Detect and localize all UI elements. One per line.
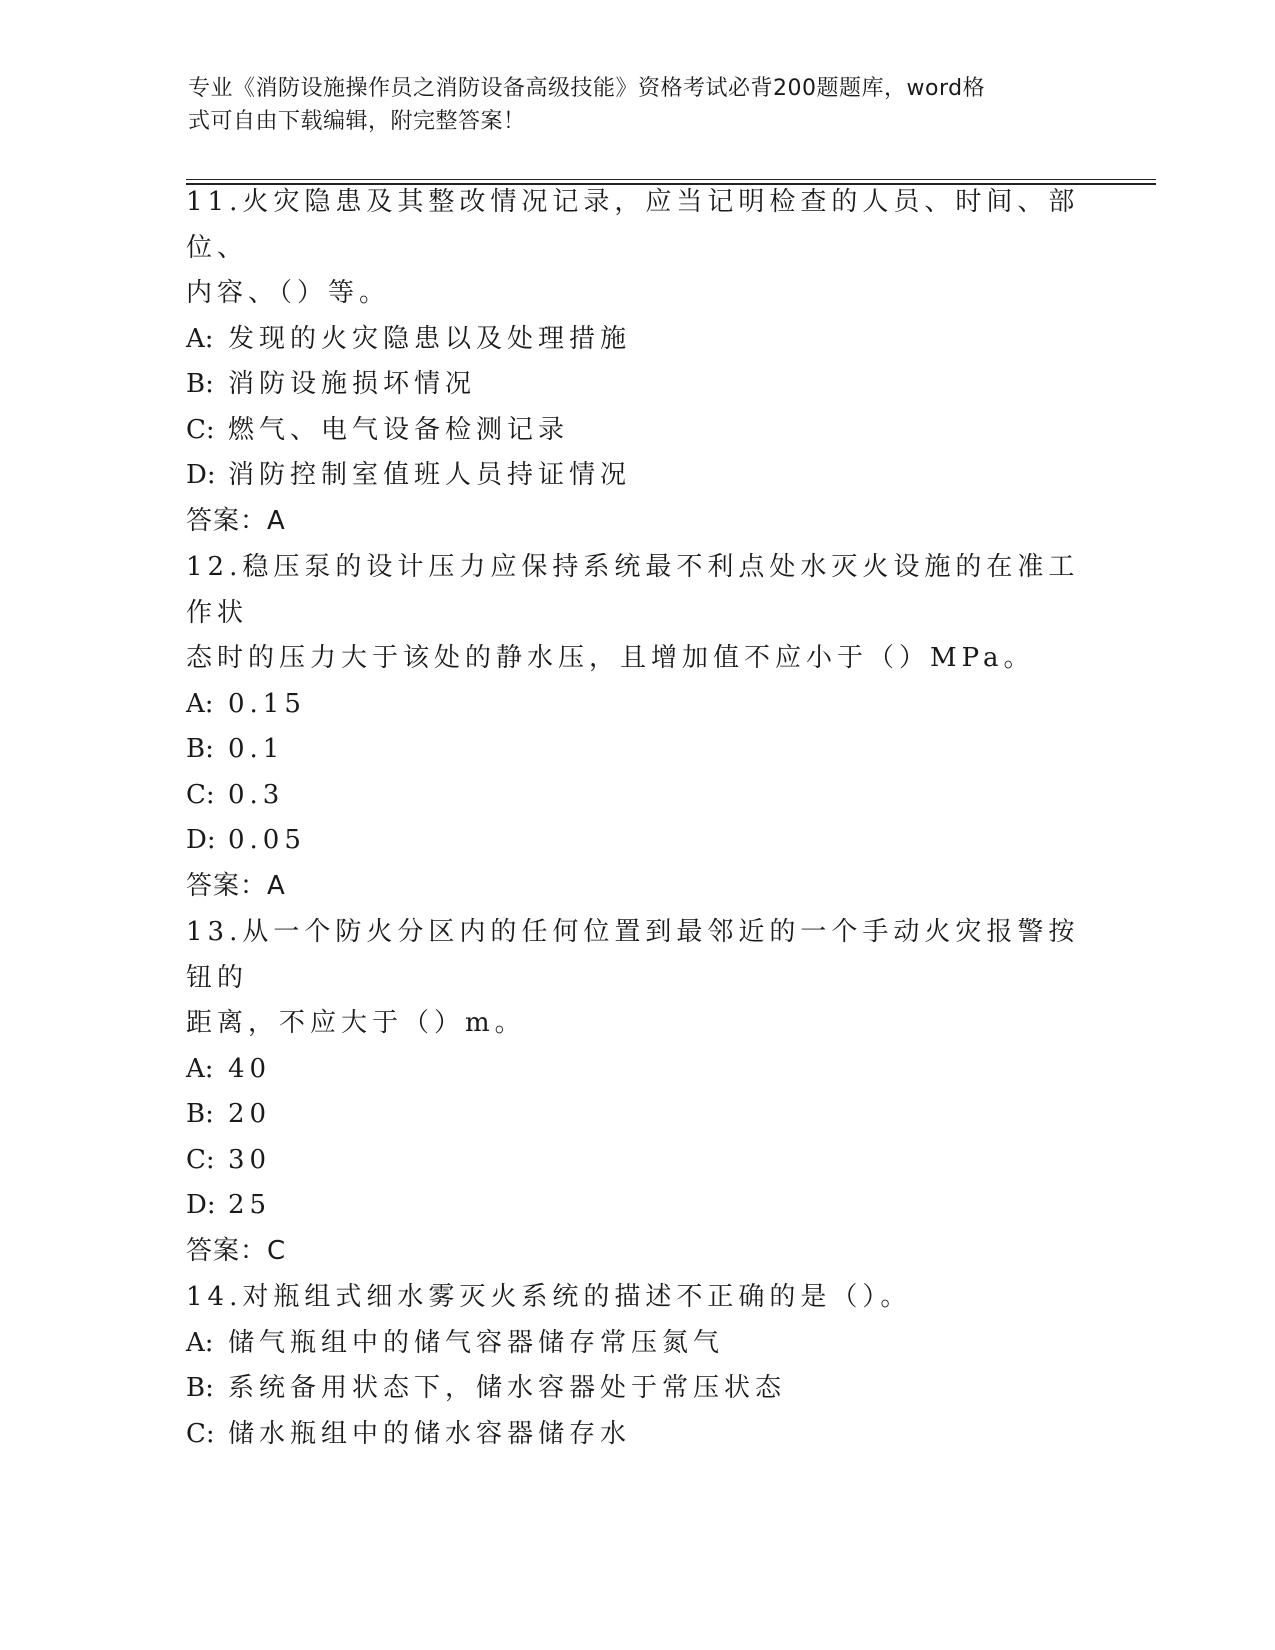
option-c [186,1412,1086,1458]
answer-label: 答案：A [186,870,286,901]
option-a [186,1047,1086,1093]
option-letter: A: [186,1053,214,1084]
question-stem-line-1: 13.从一个防火分区内的任何位置到最邻近的一个手动火灾报警按钮的 [186,917,1080,993]
question-stem [186,910,1086,1047]
question-stem-line-2: 距离，不应大于（）m。 [186,1008,526,1038]
option-d [186,818,1086,864]
question-stem-line-1: 14.对瓶组式细水雾灭火系统的描述不正确的是（）。 [186,1282,912,1312]
option-letter: A: [186,323,214,354]
option-c [186,408,1086,454]
option-text: 燃气、电气设备检测记录 [228,414,570,445]
option-letter: D: [186,1190,216,1220]
option-b [186,1092,1086,1138]
option-text: 消防设施损坏情况 [228,369,477,399]
option-b [186,362,1086,408]
question-stem-line-1: 12.稳压泵的设计压力应保持系统最不利点处水灭火设施的在准工作状 [186,552,1080,628]
option-text: 储水瓶组中的储水容器储存水 [228,1418,632,1449]
option-letter: B: [186,1373,214,1403]
question-stem [186,180,1086,317]
option-text: 30 [228,1144,272,1175]
option-b [186,727,1086,773]
question-14 [186,1275,1086,1457]
header-line-2: 式可自由下载编辑，附完整答案！ [188,109,526,134]
option-letter: D: [186,460,216,490]
option-text: 消防控制室值班人员持证情况 [228,460,632,490]
option-text: 系统备用状态下，储水容器处于常压状态 [228,1373,787,1403]
option-text: 25 [228,1190,272,1220]
option-text: 40 [228,1053,272,1084]
option-text: 储气瓶组中的储气容器储存常压氮气 [228,1327,725,1358]
option-a [186,1321,1086,1367]
header-line-1: 专业《消防设施操作员之消防设备高级技能》资格考试必背200题题库，word格 [188,76,986,101]
option-a [186,682,1086,728]
option-letter: D: [186,825,216,855]
option-text: 20 [228,1099,272,1129]
option-letter: B: [186,1099,214,1129]
option-c [186,1138,1086,1184]
option-text: 0.3 [228,779,285,810]
option-letter: C: [186,779,215,810]
answer-label: 答案：A [186,505,286,536]
option-letter: A: [186,1327,214,1358]
option-text: 发现的火灾隐患以及处理措施 [228,323,632,354]
answer-label: 答案：C [186,1235,287,1266]
option-letter: C: [186,414,215,445]
question-13 [186,910,1086,1274]
question-stem [186,545,1086,682]
option-d [186,1183,1086,1229]
option-a [186,317,1086,363]
option-letter: B: [186,734,214,764]
question-11 [186,180,1086,544]
option-letter: A: [186,688,214,719]
option-b [186,1366,1086,1412]
option-letter: B: [186,369,214,399]
option-text: 0.15 [228,688,306,719]
option-letter: C: [186,1418,215,1449]
option-text: 0.05 [228,825,306,855]
question-stem-line-1: 11.火灾隐患及其整改情况记录，应当记明检查的人员、时间、部位、 [186,187,1080,263]
option-letter: C: [186,1144,215,1175]
question-stem [186,1275,1086,1321]
question-12 [186,545,1086,909]
option-c [186,773,1086,819]
document-header [188,72,1068,138]
option-text: 0.1 [228,734,285,764]
question-stem-line-2: 内容、（）等。 [186,278,391,308]
question-stem-line-2: 态时的压力大于该处的静水压，且增加值不应小于（）MPa。 [186,643,1035,673]
option-d [186,453,1086,499]
